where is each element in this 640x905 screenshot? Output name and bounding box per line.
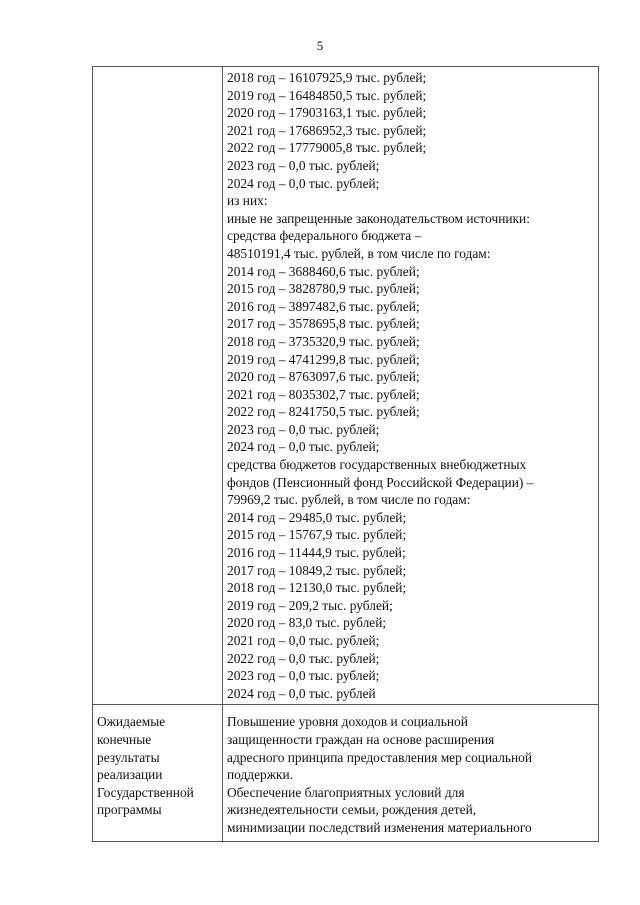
funding-line: 2022 год – 17779005,8 тыс. рублей;: [227, 140, 427, 156]
funding-line: 2020 год – 17903163,1 тыс. рублей;: [227, 105, 427, 121]
funding-line: 48510191,4 тыс. рублей, в том числе по годам:: [227, 245, 491, 261]
funding-line: средства федерального бюджета –: [227, 228, 422, 244]
program-passport-table: [92, 66, 599, 842]
result-line: Обеспечение благоприятных условий для: [227, 784, 465, 800]
funding-line: 2022 год – 0,0 тыс. рублей;: [227, 650, 380, 666]
table-cell-expected-results-label: [93, 705, 223, 841]
funding-line: 2015 год – 3828780,9 тыс. рублей;: [227, 281, 420, 297]
funding-line: 2021 год – 8035302,7 тыс. рублей;: [227, 386, 420, 402]
funding-line: средства бюджетов государственных внебюджетных: [227, 457, 527, 473]
funding-line: 2017 год – 10849,2 тыс. рублей;: [227, 562, 407, 578]
funding-line: 2015 год – 15767,9 тыс. рублей;: [227, 527, 407, 543]
funding-line: 2019 год – 4741299,8 тыс. рублей;: [227, 351, 420, 367]
funding-line: 2017 год – 3578695,8 тыс. рублей;: [227, 316, 420, 332]
label-line: Государственной: [97, 784, 194, 800]
expected-results-label: [93, 705, 222, 823]
funding-line: 2022 год – 8241750,5 тыс. рублей;: [227, 404, 420, 420]
funding-line: фондов (Пенсионный фонд Российской Федерации) –: [227, 474, 534, 490]
funding-line: 79969,2 тыс. рублей, в том числе по годам:: [227, 492, 471, 508]
funding-line: 2018 год – 3735320,9 тыс. рублей;: [227, 333, 420, 349]
label-line: реализации: [97, 767, 163, 783]
funding-line: 2019 год – 209,2 тыс. рублей;: [227, 597, 393, 613]
funding-line: иные не запрещенные законодательством источники:: [227, 210, 530, 226]
page-number: 5: [316, 38, 324, 53]
funding-line: 2014 год – 3688460,6 тыс. рублей;: [227, 263, 420, 279]
result-line: минимизации последствий изменения материального: [227, 819, 532, 835]
funding-line: 2016 год – 3897482,6 тыс. рублей;: [227, 298, 420, 314]
funding-line: 2024 год – 0,0 тыс. рублей;: [227, 439, 380, 455]
funding-line: 2016 год – 11444,9 тыс. рублей;: [227, 545, 406, 561]
result-line: защищенности граждан на основе расширения: [227, 731, 495, 747]
funding-line: 2014 год – 29485,0 тыс. рублей;: [227, 509, 407, 525]
result-line: адресного принципа предоставления мер социальной: [227, 749, 533, 765]
table-cell-funding-details: [223, 67, 599, 705]
funding-line: 2019 год – 16484850,5 тыс. рублей;: [227, 87, 427, 103]
funding-line: 2021 год – 17686952,3 тыс. рублей;: [227, 122, 427, 138]
result-line: Повышение уровня доходов и социальной: [227, 714, 468, 730]
table-row-funding: [93, 67, 599, 705]
funding-line: 2023 год – 0,0 тыс. рублей;: [227, 157, 380, 173]
label-line: программы: [97, 802, 162, 818]
funding-line: 2018 год – 12130,0 тыс. рублей;: [227, 580, 407, 596]
funding-line: 2020 год – 8763097,6 тыс. рублей;: [227, 369, 420, 385]
funding-line: 2018 год – 16107925,9 тыс. рублей;: [227, 70, 427, 85]
result-line: жизнедеятельности семьи, рождения детей,: [227, 802, 477, 818]
result-line: поддержки.: [227, 767, 294, 783]
funding-line: 2024 год – 0,0 тыс. рублей: [227, 685, 376, 701]
label-line: конечные: [97, 731, 152, 747]
table-row-expected-results: [93, 705, 599, 841]
expected-results-text: [223, 705, 598, 840]
funding-line: 2024 год – 0,0 тыс. рублей;: [227, 175, 380, 191]
funding-line: 2023 год – 0,0 тыс. рублей;: [227, 421, 380, 437]
label-line: результаты: [97, 749, 160, 765]
funding-line: из них:: [227, 193, 268, 209]
funding-lines: [223, 67, 598, 704]
table-cell-expected-results-text: [223, 705, 599, 841]
funding-line: 2023 год – 0,0 тыс. рублей;: [227, 668, 380, 684]
label-line: Ожидаемые: [97, 714, 166, 730]
funding-line: 2021 год – 0,0 тыс. рублей;: [227, 633, 380, 648]
table-cell-left-empty: [93, 67, 223, 705]
funding-line: 2020 год – 83,0 тыс. рублей;: [227, 615, 387, 631]
